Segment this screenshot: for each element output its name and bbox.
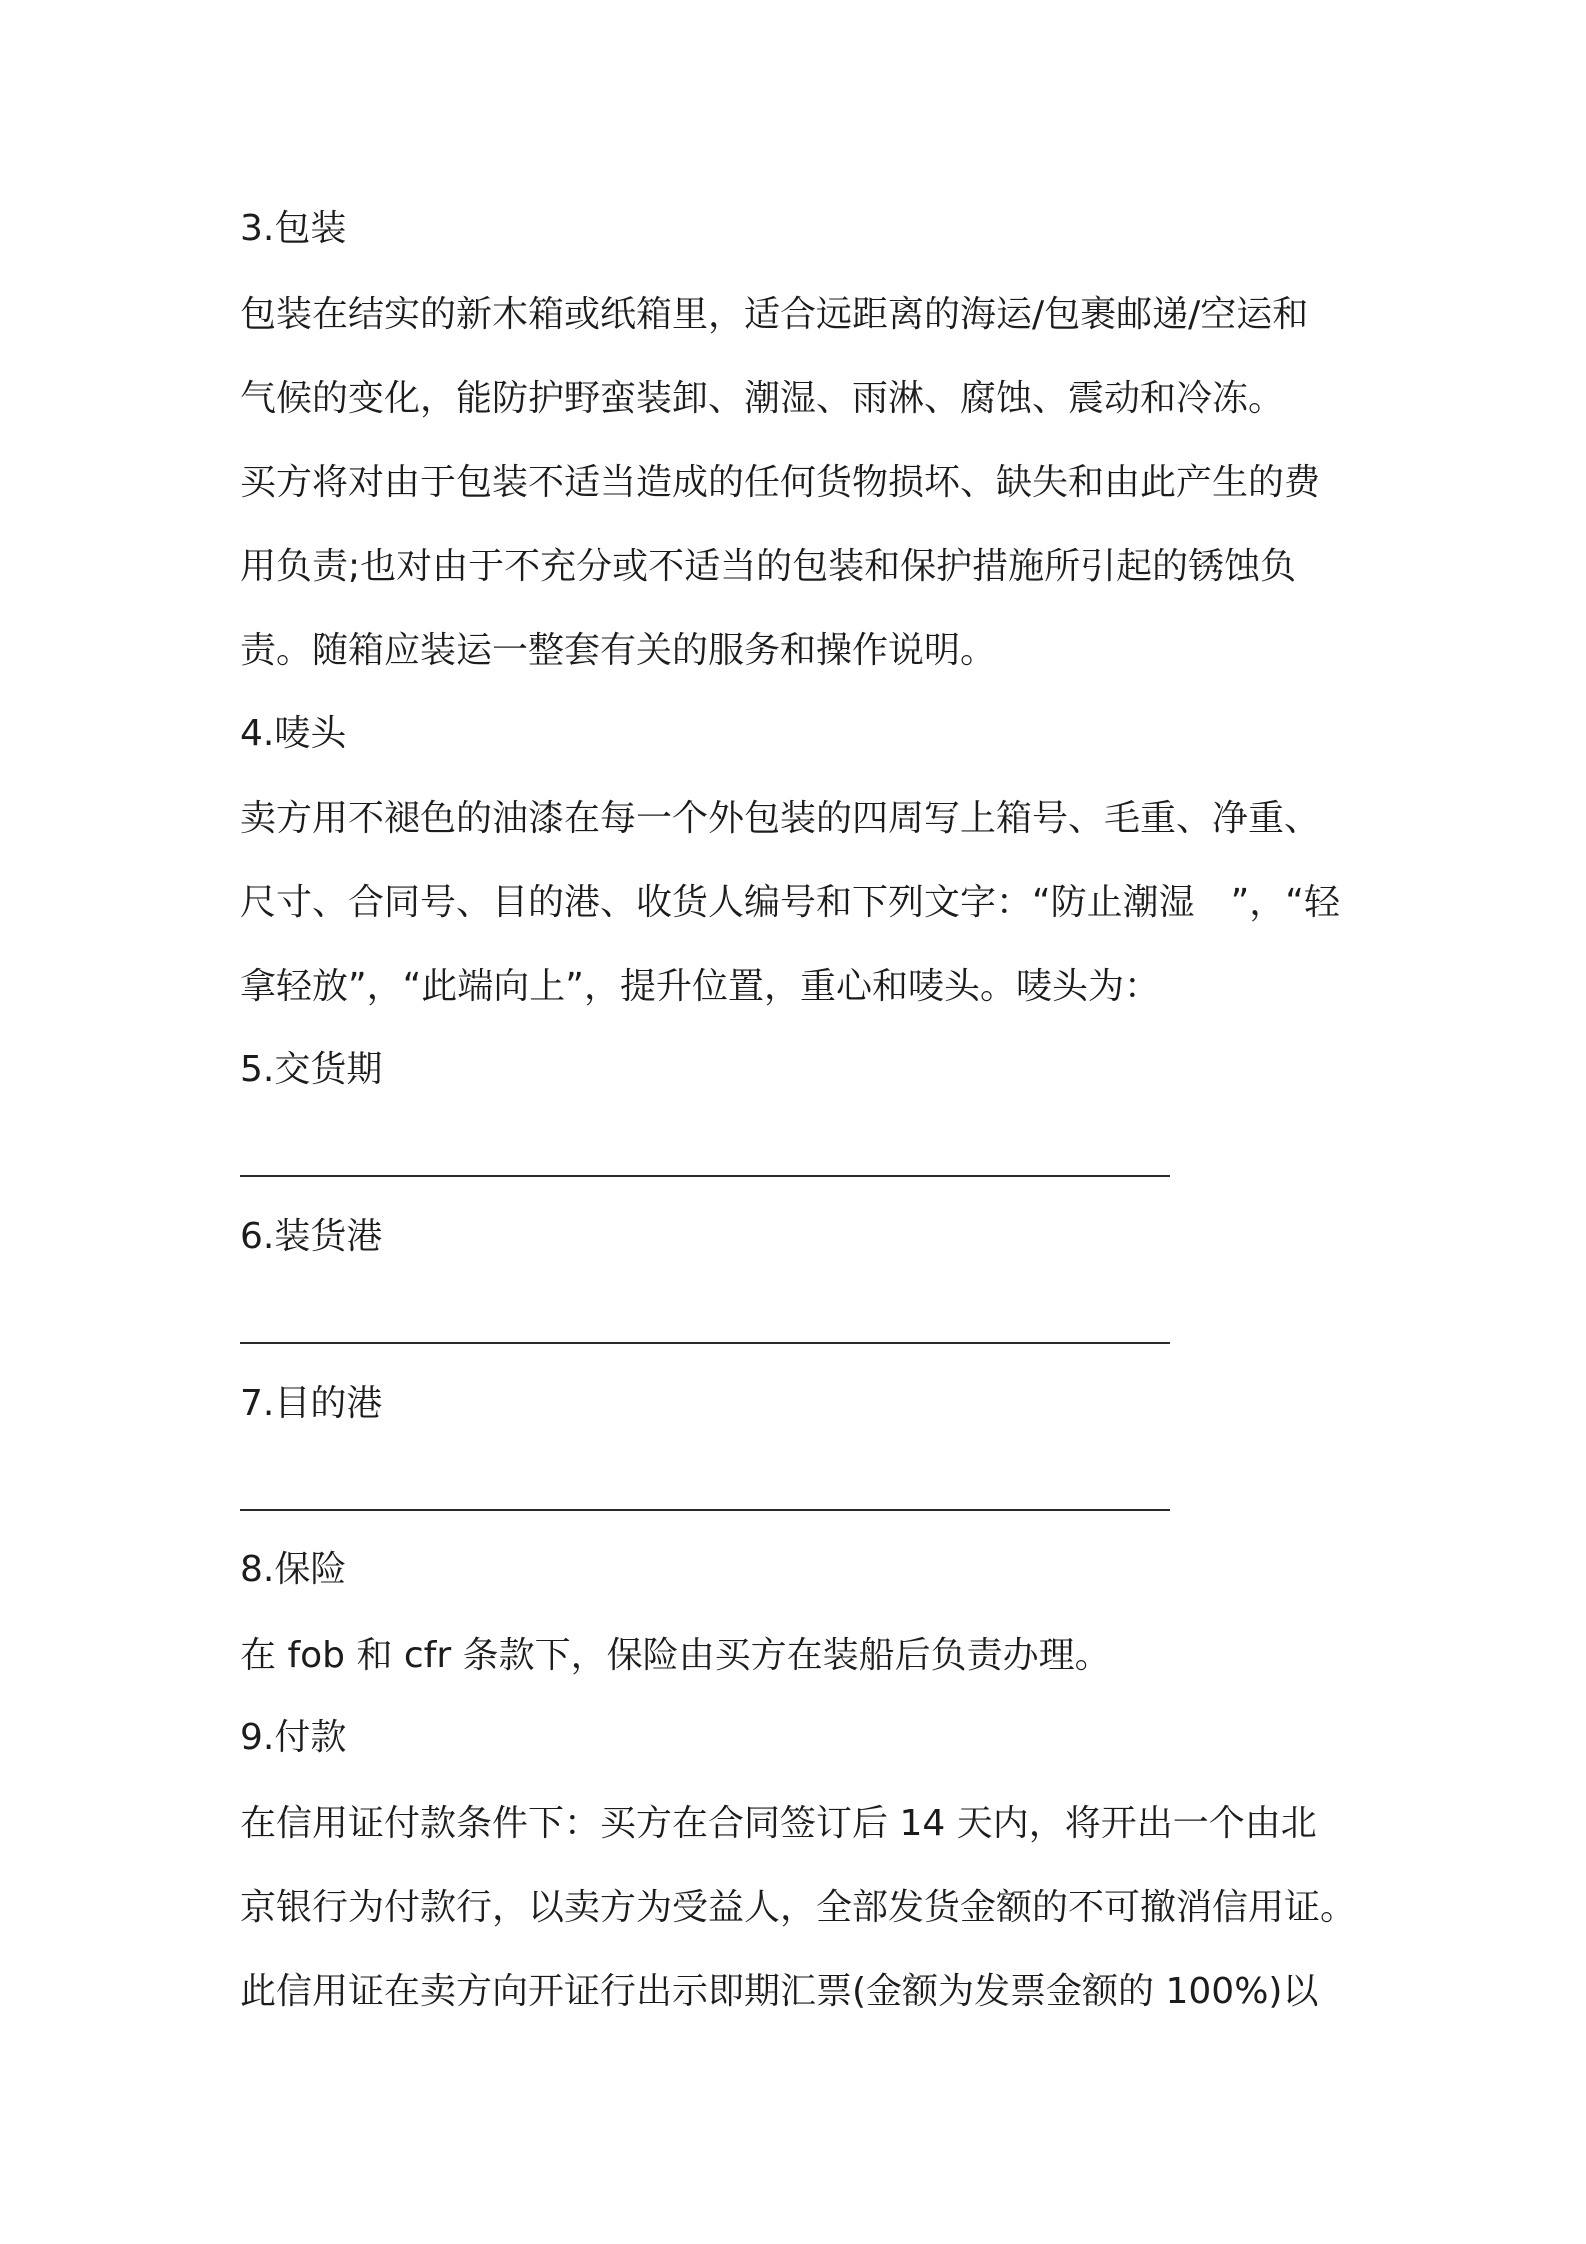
section-heading-payment: 9.付款 <box>240 1717 347 1758</box>
fill-in-blank-line <box>240 1342 1170 1344</box>
paragraph-line: 责。随箱应装运一整套有关的服务和操作说明。 <box>240 630 997 671</box>
paragraph-line: 卖方用不褪色的油漆在每一个外包装的四周写上箱号、毛重、净重、 <box>240 798 1321 839</box>
section-heading-packing: 3.包装 <box>240 208 347 249</box>
fill-in-blank-line <box>240 1509 1170 1511</box>
paragraph-line: 用负责;也对由于不充分或不适当的包装和保护措施所引起的锈蚀负 <box>240 546 1297 587</box>
paragraph-line: 包装在结实的新木箱或纸箱里，适合远距离的海运/包裹邮递/空运和 <box>240 294 1309 335</box>
fill-in-blank-line <box>240 1175 1170 1177</box>
section-heading-loading-port: 6.装货港 <box>240 1216 383 1257</box>
paragraph-line: 买方将对由于包装不适当造成的任何货物损坏、缺失和由此产生的费 <box>240 462 1321 503</box>
paragraph-line: 在信用证付款条件下：买方在合同签订后 14 天内，将开出一个由北 <box>240 1803 1317 1844</box>
paragraph-line: 尺寸、合同号、目的港、收货人编号和下列文字：“防止潮湿 ”，“轻 <box>240 882 1340 923</box>
section-heading-destination-port: 7.目的港 <box>240 1383 383 1424</box>
section-heading-delivery: 5.交货期 <box>240 1049 383 1090</box>
paragraph-line: 京银行为付款行，以卖方为受益人，全部发货金额的不可撤消信用证。 <box>240 1887 1357 1928</box>
section-heading-marking: 4.唛头 <box>240 713 347 754</box>
section-heading-insurance: 8.保险 <box>240 1549 347 1590</box>
paragraph-line: 拿轻放”，“此端向上”，提升位置，重心和唛头。唛头为： <box>240 966 1160 1007</box>
paragraph-line: 此信用证在卖方向开证行出示即期汇票(金额为发票金额的 100%)以 <box>240 1971 1319 2012</box>
paragraph-line: 气候的变化，能防护野蛮装卸、潮湿、雨淋、腐蚀、震动和冷冻。 <box>240 378 1285 419</box>
paragraph-line: 在 fob 和 cfr 条款下，保险由买方在装船后负责办理。 <box>240 1635 1111 1676</box>
